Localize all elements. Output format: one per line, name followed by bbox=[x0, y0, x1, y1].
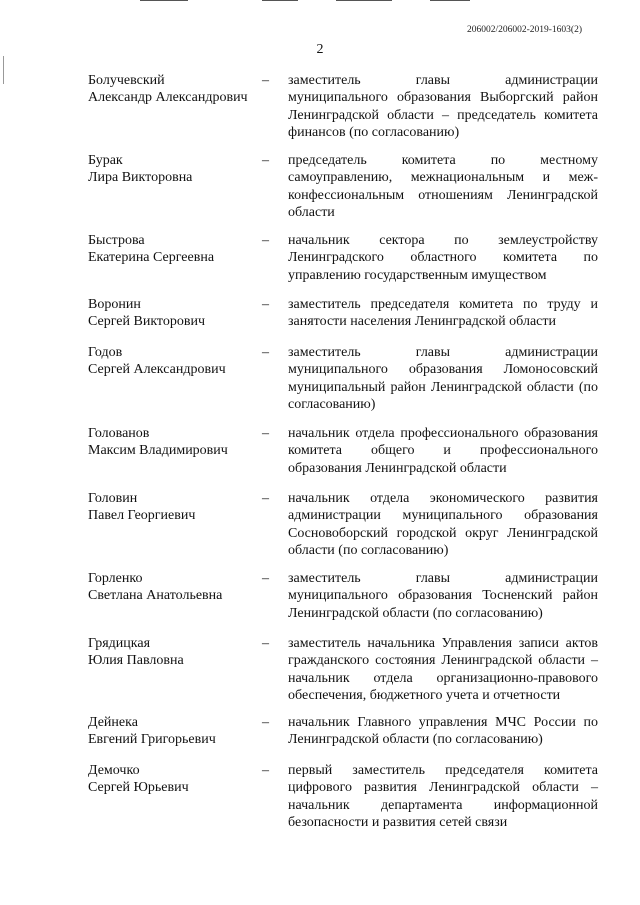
member-name bbox=[88, 72, 258, 107]
page-number: 2 bbox=[316, 42, 324, 57]
member-role: заместитель главы администрации муниципального образования Тосненский район Ленинградской области (по согласованию) bbox=[288, 571, 598, 621]
dash-separator: – bbox=[262, 715, 269, 730]
member-given-names: Юлия Павловна bbox=[88, 653, 184, 669]
member-role: начальник Главного управления МЧС России по Ленинградской области (по согласованию) bbox=[288, 715, 598, 748]
dash-separator: – bbox=[262, 153, 269, 168]
member-name bbox=[88, 152, 258, 187]
member-role: заместитель начальника Управления записи актов гражданского состояния Ленинградской области – начальник отдела организационно-правового обеспечения, бюджетного учета и отчетности bbox=[288, 636, 598, 704]
scan-edge-line bbox=[140, 0, 188, 1]
member-given-names: Максим Владимирович bbox=[88, 443, 228, 459]
scan-edge-line bbox=[336, 0, 392, 1]
scan-edge-line bbox=[262, 0, 298, 1]
member-surname: Быстрова bbox=[88, 233, 145, 248]
dash-separator: – bbox=[262, 233, 269, 248]
member-name bbox=[88, 570, 258, 605]
member-name bbox=[88, 635, 258, 670]
member-given-names: Павел Георгиевич bbox=[88, 508, 196, 524]
member-name bbox=[88, 714, 258, 749]
dash-separator: – bbox=[262, 345, 269, 360]
member-surname: Дейнека bbox=[88, 715, 138, 730]
member-given-names: Евгений Григорьевич bbox=[88, 732, 216, 748]
dash-separator: – bbox=[262, 763, 269, 778]
member-surname: Головин bbox=[88, 491, 138, 506]
member-given-names: Сергей Александрович bbox=[88, 362, 226, 378]
member-role: заместитель главы администрации муниципального образования Ломоносовский муниципальный район Ленинградской области (по согласованию) bbox=[288, 345, 598, 413]
dash-separator: – bbox=[262, 636, 269, 651]
member-given-names: Сергей Викторович bbox=[88, 314, 206, 330]
member-surname: Болучевский bbox=[88, 73, 165, 88]
member-name bbox=[88, 344, 258, 379]
member-role: начальник отдела профессионального образования комитета общего и профессионального образования Ленинградской области bbox=[288, 426, 598, 476]
document-id: 206002/206002-2019-1603(2) bbox=[466, 25, 582, 35]
member-given-names: Александр Александрович bbox=[88, 90, 248, 106]
member-surname: Голованов bbox=[88, 426, 150, 441]
dash-separator: – bbox=[262, 297, 269, 312]
dash-separator: – bbox=[262, 571, 269, 586]
member-given-names: Лира Викторовна bbox=[88, 170, 193, 186]
member-surname: Воронин bbox=[88, 297, 141, 312]
member-surname: Демочко bbox=[88, 763, 140, 778]
member-given-names: Сергей Юрьевич bbox=[88, 780, 189, 796]
scan-margin-mark bbox=[3, 56, 4, 84]
member-name bbox=[88, 762, 258, 797]
member-surname: Горленко bbox=[88, 571, 143, 586]
member-given-names: Екатерина Сергеевна bbox=[88, 250, 215, 266]
member-name bbox=[88, 296, 258, 331]
dash-separator: – bbox=[262, 491, 269, 506]
dash-separator: – bbox=[262, 426, 269, 441]
member-surname: Бурак bbox=[88, 153, 123, 168]
member-name bbox=[88, 425, 258, 460]
member-name bbox=[88, 232, 258, 267]
member-role: председатель комитета по местному самоуправлению, межнациональным и меж-конфессиональным отношениям Ленинградской области bbox=[288, 153, 598, 221]
scan-edge-line bbox=[430, 0, 470, 1]
member-name bbox=[88, 490, 258, 525]
member-role: начальник отдела экономического развития администрации муниципального образования Сосновоборский городской округ Ленинградской области (по согласованию) bbox=[288, 491, 598, 559]
member-surname: Грядицкая bbox=[88, 636, 151, 651]
member-role: заместитель главы администрации муниципального образования Выборгский район Ленинградской области – председатель комитета финансов (по согласованию) bbox=[288, 73, 598, 141]
member-role: заместитель председателя комитета по труду и занятости населения Ленинградской области bbox=[288, 297, 598, 330]
dash-separator: – bbox=[262, 73, 269, 88]
member-role: первый заместитель председателя комитета цифрового развития Ленинградской области – начальник департамента информационной безопасности и развития сетей связи bbox=[288, 763, 598, 831]
member-role: начальник сектора по землеустройству Ленинградского областного комитета по управлению государственным имуществом bbox=[288, 233, 598, 283]
member-surname: Годов bbox=[88, 345, 123, 360]
member-given-names: Светлана Анатольевна bbox=[88, 588, 223, 604]
